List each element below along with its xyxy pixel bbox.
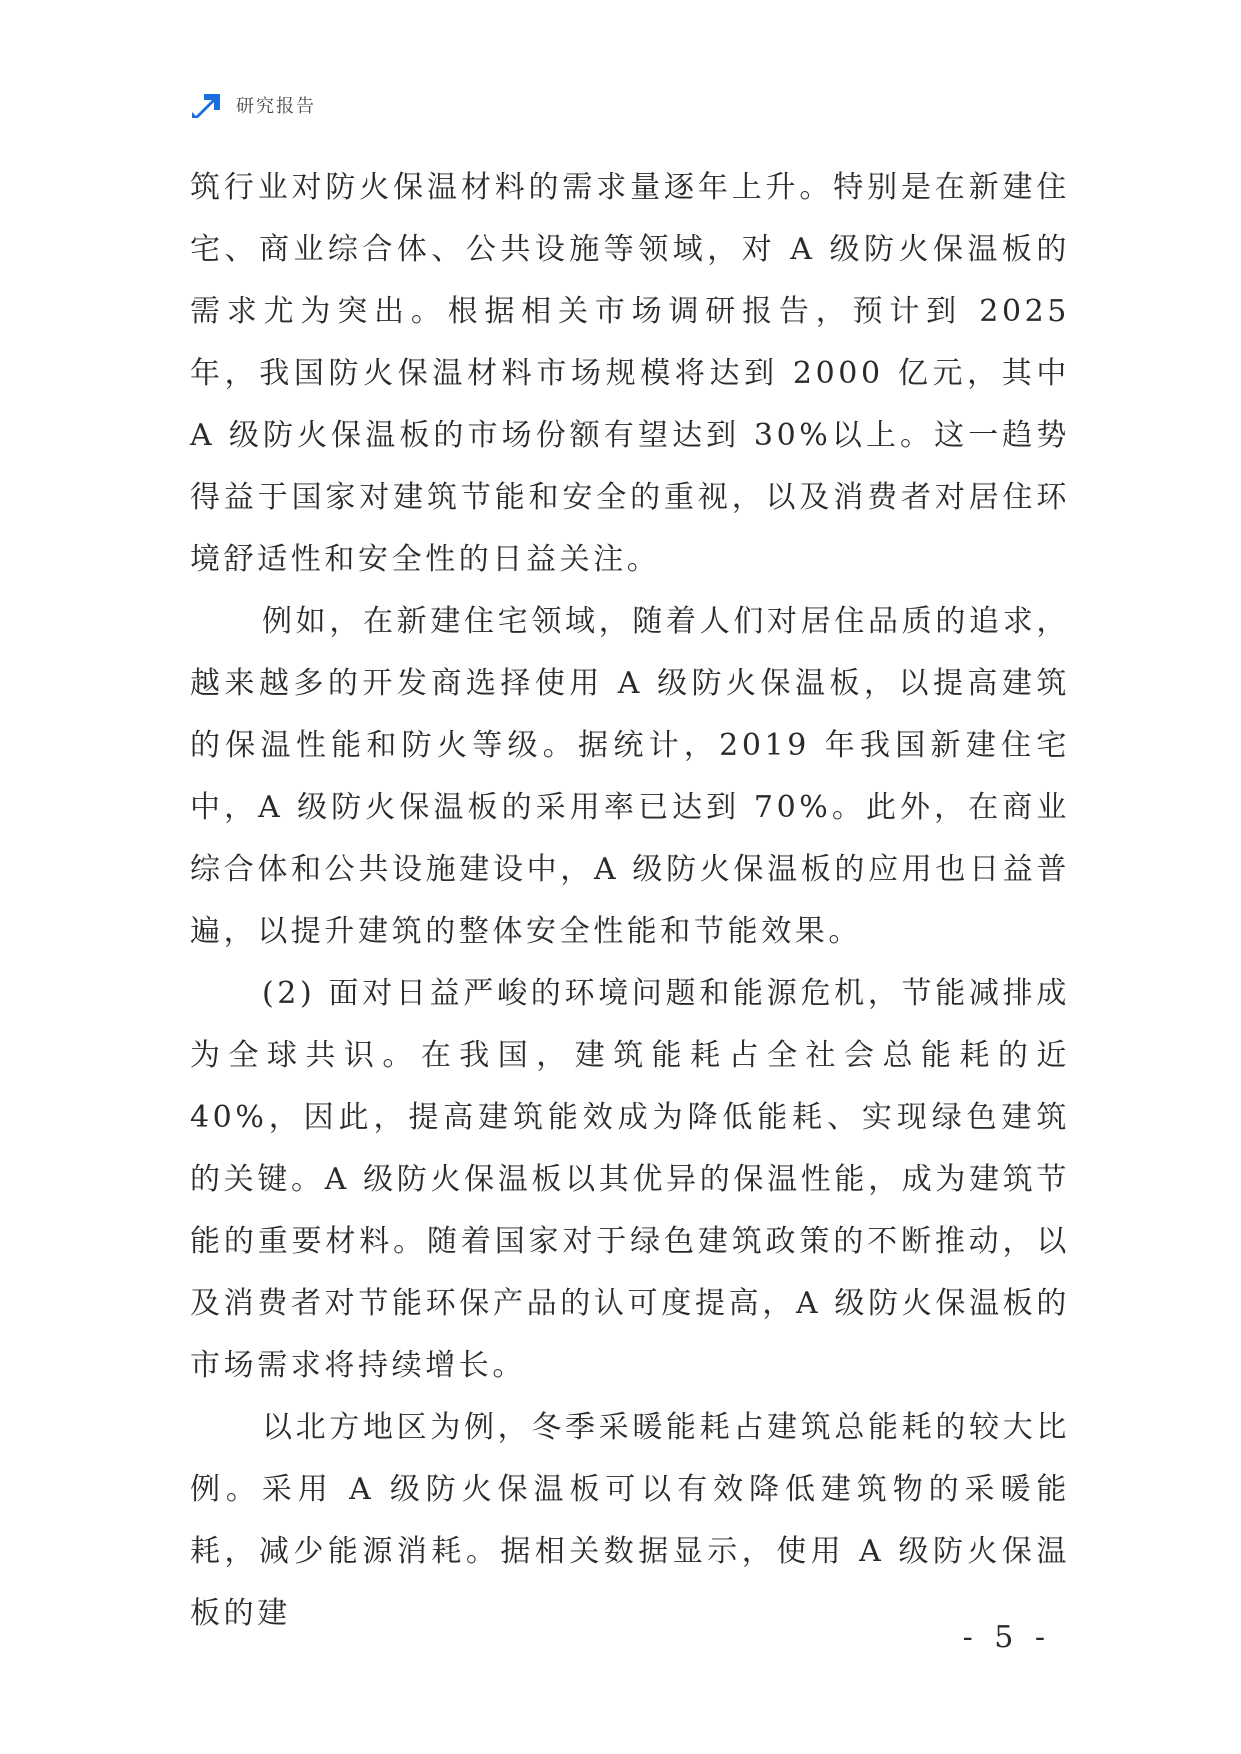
document-body	[190, 157, 1070, 1645]
page-number: - 5 -	[962, 1620, 1051, 1655]
arrow-up-right-icon	[190, 88, 224, 122]
report-header	[190, 88, 316, 122]
paragraph-north-example: 以北方地区为例，冬季采暖能耗占建筑总能耗的较大比例。采用 A 级防火保温板可以有效降低建筑物的采暖能耗，减少能源消耗。据相关数据显示，使用 A 级防火保温板的建	[190, 1410, 1070, 1631]
paragraph-point-2: (2) 面对日益严峻的环境问题和能源危机，节能减排成为全球共识。在我国，建筑能耗占全社会总能耗的近 40%，因此，提高建筑能效成为降低能耗、实现绿色建筑的关键。A 级防火保温板以其优异的保温性能，成为建筑节能的重要材料。随着国家对于绿色建筑政策的不断推动，以及消费者对节能环保产品的认可度提高，A 级防火保温板的市场需求将持续增长。	[190, 976, 1070, 1383]
paragraph-example: 例如，在新建住宅领域，随着人们对居住品质的追求，越来越多的开发商选择使用 A 级防火保温板，以提高建筑的保温性能和防火等级。据统计，2019 年我国新建住宅中，A 级防火保温板的采用率已达到 70%。此外，在商业综合体和公共设施建设中，A 级防火保温板的应用也日益普遍，以提升建筑的整体安全性能和节能效果。	[190, 604, 1070, 949]
paragraph-continuation: 筑行业对防火保温材料的需求量逐年上升。特别是在新建住宅、商业综合体、公共设施等领域，对 A 级防火保温板的需求尤为突出。根据相关市场调研报告，预计到 2025 年，我国防火保温材料市场规模将达到 2000 亿元，其中 A 级防火保温板的市场份额有望达到 30%以上。这一趋势得益于国家对建筑节能和安全的重视，以及消费者对居住环境舒适性和安全性的日益关注。	[190, 170, 1070, 577]
header-label: 研究报告	[236, 96, 316, 117]
